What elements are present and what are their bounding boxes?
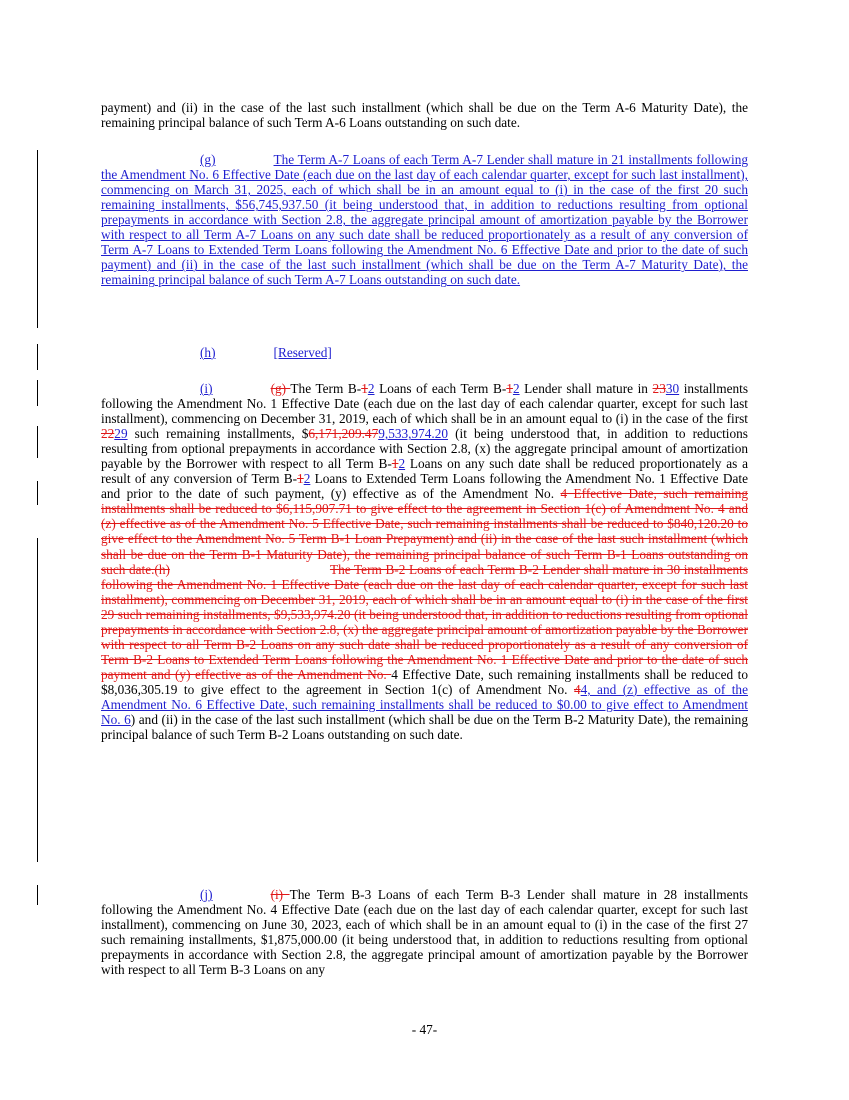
inserted-text: 2: [303, 471, 311, 487]
paragraph-label: (g): [200, 152, 216, 167]
deleted-text: 22: [101, 426, 115, 442]
paragraph-text: payment) and (ii) in the case of the last such installment (which shall be due on the Term A-6 Maturity Date), the remaining principal balance of such Term A-6 Loans outstanding on such date.: [101, 100, 748, 131]
text-run: The Term B-: [290, 381, 362, 396]
paragraph-text: The Term B-3 Loans of each Term B-3 Lender shall mature in 28 installments following the Amendment No. 4 Effective Date (each due on the last day of each calendar quarter, except for such last installment), commencing on June 30, 2023, each of which shall be in an amount equal to (i) in the case of the first 27 such remaining installments, $1,875,000.00 (it being understood that, in addition to reductions resulting from optional prepayments in accordance with Section 2.8, the aggregate principal amount of amortization payable by the Borrower with respect to all Term B-3 Loans on any: [101, 887, 748, 978]
inserted-text: 2: [367, 381, 375, 396]
deleted-label: (i): [270, 887, 290, 902]
deleted-text: 23: [652, 381, 666, 396]
page-number: - 47-: [411, 1022, 438, 1037]
paragraph-label: (h): [200, 345, 216, 360]
change-bar: [37, 885, 38, 905]
text-run: installments following the Amendment No. 1 Effective Date (each due on the last day of each calendar quarter, except for such last installment), commencing on December 31, 2019, each of which shall be in an amount equal to (i) in the case of the first: [101, 381, 748, 427]
text-run: such remaining installments, $: [127, 426, 309, 442]
deleted-text: 6,171,209.47: [308, 426, 379, 442]
paragraph-j: [101, 887, 748, 977]
deleted-text: [170, 562, 330, 577]
text-run: Loans on any such date shall be reduced proportionately as a result of any conversion of Term B-: [101, 456, 748, 487]
text-run: Lender shall mature in: [519, 381, 653, 396]
change-bar: [37, 426, 38, 458]
change-bar: [37, 344, 38, 370]
deleted-text: 1: [297, 471, 304, 487]
paragraph-f-end: [101, 100, 748, 130]
deleted-text: 4: [573, 681, 581, 697]
text-run: ) and (ii) in the case of the last such installment (which shall be due on the Term B-2 Maturity Date), the remaining principal balance of such Term B-2 Loans outstanding on such date.: [101, 712, 748, 743]
paragraph-g: [101, 152, 748, 287]
paragraph-i: [101, 381, 748, 742]
paragraph-text: The Term A-7 Loans of each Term A-7 Lender shall mature in 21 installments following the Amendment No. 6 Effective Date (each due on the last day of each calendar quarter, except for such last installment), commencing on March 31, 2025, each of which shall be in an amount equal to (i) in the case of the first 20 such remaining installments, $56,745,937.50 (it being understood that, in addition to reductions resulting from optional prepayments in accordance with Section 2.8, the aggregate principal amount of amortization payable by the Borrower with respect to all Term A-7 Loans on any such date shall be reduced proportionately as a result of any conversion of Term A-7 Loans to Extended Term Loans following the Amendment No. 6 Effective Date and prior to the date of such payment) and (ii) in the case of the last such installment (which shall be due on the Term A-7 Maturity Date), the remaining principal balance of such Term A-7 Loans outstanding on such date.: [101, 152, 748, 288]
change-bar: [37, 481, 38, 505]
text-run: (it being understood that, in addition to reductions resulting from optional prepayments in accordance with Section 2.8, (x) the aggregate principal amount of amortization payable by the Borrower with respect to all Term B-: [101, 426, 748, 472]
inserted-label: (i): [200, 381, 213, 396]
deleted-label: (g): [270, 381, 291, 396]
inserted-text: 9,533,974.20: [378, 426, 449, 442]
paragraph-h: [101, 345, 748, 360]
inserted-label: (j): [200, 887, 213, 902]
change-bar: [37, 538, 38, 862]
inserted-text: 2: [512, 381, 520, 396]
deleted-text: 1: [361, 381, 368, 396]
deleted-text: 1: [506, 381, 513, 396]
inserted-text: 30: [665, 381, 680, 396]
text-run: 4 Effective Date, such remaining installments shall be reduced to $8,036,305.19 to give effect to the agreement in Section 1(c) of Amendment No.: [101, 666, 748, 697]
paragraph-text: [Reserved]: [273, 345, 332, 360]
deleted-text: The Term B-2 Loans of each Term B-2 Lender shall mature in 30 installments following the Amendment No. 1 Effective Date (each due on the last day of each calendar quarter, except for such last installment), commencing on December 31, 2019, each of which shall be in an amount equal to (i) in the case of the first 29 such remaining installments, $9,533,974.20 (it being understood that, in addition to reductions resulting from optional prepayments in accordance with Section 2.8, (x) the aggregate principal amount of amortization payable by the Borrower with respect to all Term B-2 Loans on any such date shall be reduced proportionately as a result of any conversion of Term B-2 Loans to Extended Term Loans following the Amendment No. 1 Effective Date and prior to the date of such payment and (y) effective as of the Amendment No.: [101, 561, 748, 682]
text-run: Loans of each Term B-: [374, 381, 507, 396]
inserted-text: 2: [398, 456, 406, 472]
inserted-text: [101, 152, 748, 287]
inserted-text: 4, and (z) effective as of the Amendment No. 6 Effective Date, such remaining installments shall be reduced to $0.00 to give effect to Amendment No. 6: [101, 681, 748, 728]
change-bar: [37, 380, 38, 406]
deleted-text: 4 Effective Date, such remaining installments shall be reduced to $6,115,907.71 to give effect to the agreement in Section 1(c) of Amendment No. 4 and (z) effective as of the Amendment No. 5 Effective Date, such remaining installments shall be reduced to $840,120.20 to give effect to the Amendment No. 5 Term B-1 Loan Prepayment) and (ii) in the case of the last such installment (which shall be due on the Term B-1 Maturity Date), the remaining principal balance of such Term B-1 Loans outstanding on such date.(h): [101, 486, 749, 577]
inserted-text: [101, 345, 332, 360]
text-run: Loans to Extended Term Loans following the Amendment No. 1 Effective Date and prior to the date of such payment, (y) effective as of the Amendment No.: [101, 471, 748, 502]
deleted-text: 1: [391, 456, 399, 472]
change-bar: [37, 150, 38, 328]
inserted-text: 29: [114, 426, 128, 442]
